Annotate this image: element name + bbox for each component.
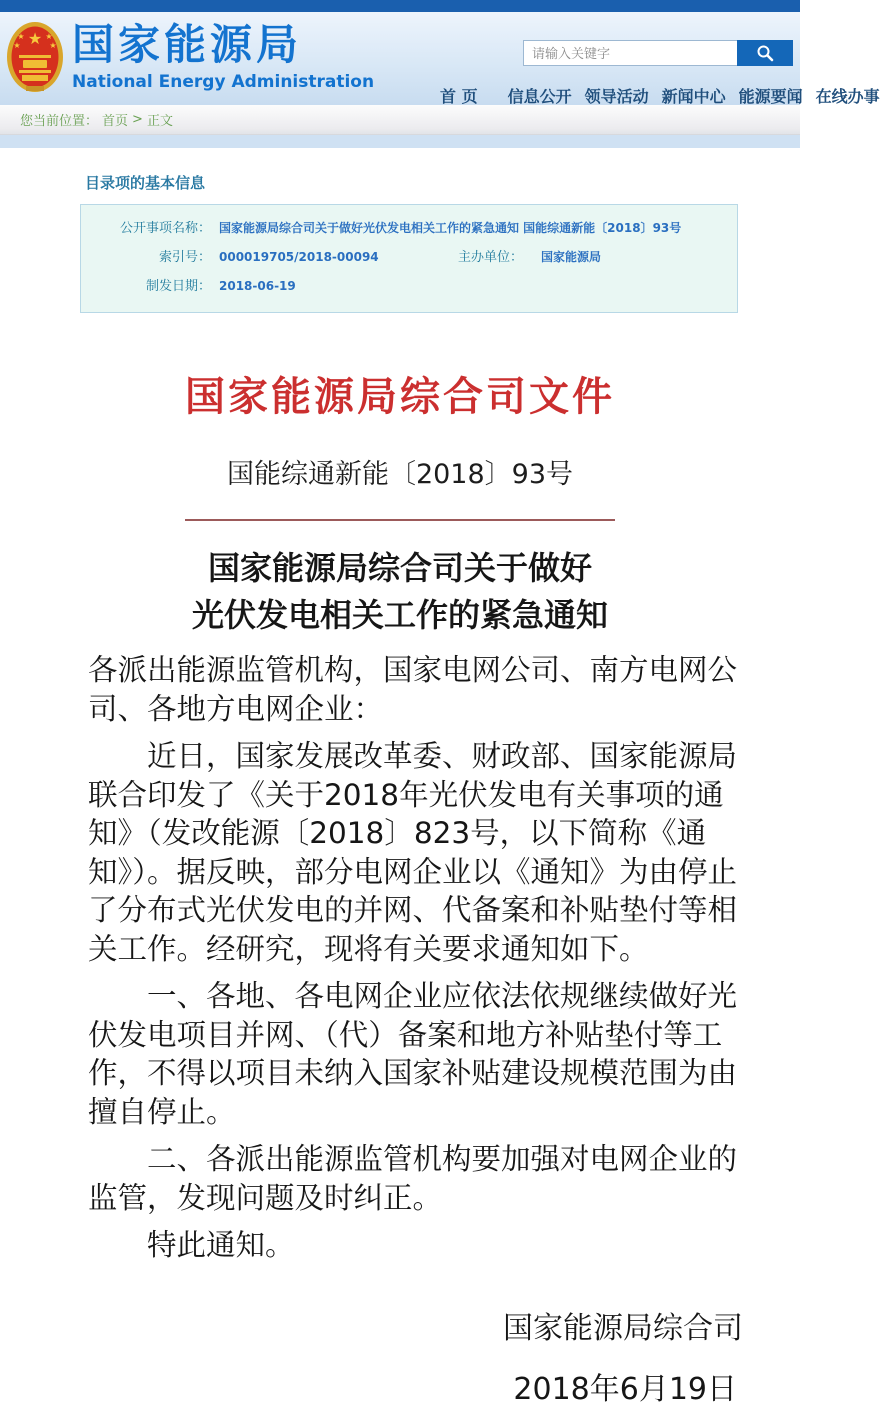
breadcrumb-current: 正文 [146, 114, 173, 129]
catalog-name-label: 公开事项名称： [119, 221, 211, 236]
breadcrumb-home-link[interactable]: 首页 [102, 114, 129, 129]
svg-text:★: ★ [17, 32, 25, 41]
breadcrumb-prefix: 您当前位置： [20, 114, 99, 129]
nav-item-energy-news[interactable]: 能源要闻 [738, 87, 803, 106]
breadcrumb [0, 105, 800, 135]
catalog-row-date [81, 272, 737, 301]
document-letterhead: 国家能源局综合司文件 [185, 373, 615, 420]
nav-item-leadership[interactable]: 领导活动 [584, 87, 649, 106]
divider-strip [0, 135, 800, 148]
svg-text:★: ★ [49, 41, 57, 50]
catalog-row-name [81, 214, 737, 243]
search-input[interactable] [523, 40, 737, 66]
catalog-info-box [80, 204, 738, 313]
document-paragraph: 二、各派出能源监管机构要加强对电网企业的监管，发现问题及时纠正。 [88, 1142, 738, 1215]
nav-item-home[interactable]: 首 页 [440, 87, 478, 106]
catalog-index-value: 000019705/2018-00094 [219, 250, 379, 264]
catalog-org-label: 主办单位： [457, 250, 523, 265]
catalog-section-title: 目录项的基本信息 [85, 174, 206, 192]
document-paragraph: 近日，国家发展改革委、财政部、国家能源局联合印发了《关于2018年光伏发电有关事项的通知》（发改能源〔2018〕823号，以下简称《通知》）。据反映，部分电网企业以《通知》为由停止了分布式光伏发电的并网、代备案和补贴垫付等相关工作。经研究，现将有关要求通知如下。 [88, 739, 738, 966]
svg-text:★: ★ [45, 32, 53, 41]
catalog-name-value: 国家能源局综合司关于做好光伏发电相关工作的紧急通知 国能综通新能〔2018〕93号 [219, 221, 682, 235]
document-date: 2018年6月19日 [513, 1371, 737, 1407]
national-emblem-icon [6, 20, 64, 98]
svg-text:★: ★ [13, 41, 21, 50]
breadcrumb-separator: > [132, 112, 143, 127]
document-paragraph: 特此通知。 [147, 1228, 295, 1262]
document-number: 国能综通新能〔2018〕93号 [226, 459, 574, 490]
document-title [0, 545, 800, 639]
nav-item-info-disclosure[interactable]: 信息公开 [507, 87, 572, 106]
top-bar [0, 0, 800, 12]
nav-item-online-services[interactable]: 在线办事 [815, 87, 880, 106]
main-nav [440, 84, 880, 107]
document-paragraph: 一、各地、各电网企业应依法依规继续做好光伏发电项目并网、（代）备案和地方补贴垫付等工作，不得以项目未纳入国家补贴建设规模范围为由擅自停止。 [88, 979, 738, 1129]
catalog-date-label: 制发日期： [145, 279, 211, 294]
search-icon [756, 44, 774, 62]
site-identity [72, 20, 374, 92]
letterhead-divider [185, 519, 615, 521]
catalog-row-index-org [81, 243, 737, 272]
national-emblem-logo [6, 20, 64, 102]
site-subtitle: National Energy Administration [72, 72, 375, 92]
search-box [523, 40, 793, 66]
document-salutation: 各派出能源监管机构，国家电网公司、南方电网公司、各地方电网企业： [88, 653, 738, 726]
nav-item-news-center[interactable]: 新闻中心 [661, 87, 726, 106]
document-signature: 国家能源局综合司 [503, 1310, 743, 1346]
search-button[interactable] [737, 40, 793, 66]
document-title-line2: 光伏发电相关工作的紧急通知 [191, 596, 608, 634]
content-area [0, 172, 800, 1408]
document-body [88, 651, 743, 1265]
site-header [0, 12, 880, 106]
catalog-index-label: 索引号： [158, 250, 211, 265]
site-title: 国家能源局 [72, 20, 303, 69]
catalog-date-value: 2018-06-19 [219, 279, 296, 293]
catalog-org-value: 国家能源局 [541, 250, 602, 264]
svg-text:★: ★ [27, 29, 43, 48]
document-title-line1: 国家能源局综合司关于做好 [207, 549, 592, 587]
